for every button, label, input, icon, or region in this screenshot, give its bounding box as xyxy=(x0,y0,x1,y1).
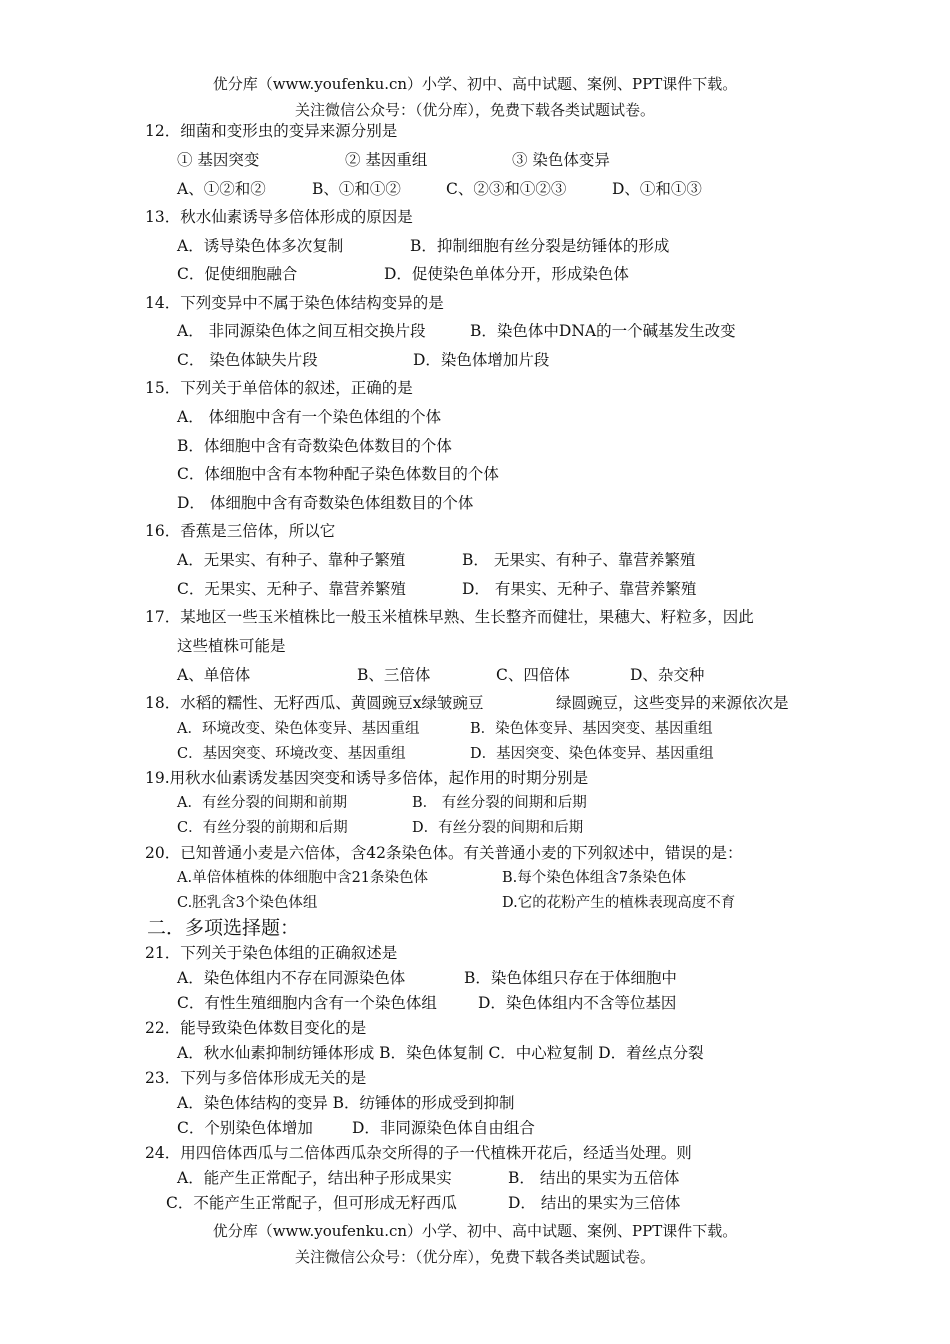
header-line-1: 优分库（www.youfenku.cn）小学、初中、高中试题、案例、PPT课件下载。 xyxy=(212,75,738,93)
question-21-option-d: D．染色体组内不含等位基因 xyxy=(478,994,677,1012)
question-24-option-b: B． 结出的果实为五倍体 xyxy=(508,1169,680,1187)
question-20-stem: 20．已知普通小麦是六倍体，含42条染色体。有关普通小麦的下列叙述中，错误的是： xyxy=(145,844,743,862)
question-16-stem: 16．香蕉是三倍体，所以它 xyxy=(145,522,336,540)
question-19-option-c: C．有丝分裂的前期和后期 xyxy=(177,820,348,836)
question-23-stem: 23．下列与多倍体形成无关的是 xyxy=(145,1069,367,1087)
question-22-stem: 22．能导致染色体数目变化的是 xyxy=(145,1019,367,1037)
question-20-option-a: A.单倍体植株的体细胞中含21条染色体 xyxy=(177,870,429,886)
question-12-stem: 12．细菌和变形虫的变异来源分别是 xyxy=(145,122,398,140)
question-15-option-b: B．体细胞中含有奇数染色体数目的个体 xyxy=(177,437,452,455)
question-19-option-b: B． 有丝分裂的间期和后期 xyxy=(412,795,587,811)
question-17-stem: 17．某地区一些玉米植株比一般玉米植株早熟、生长整齐而健壮，果穗大、籽粒多，因此 xyxy=(145,608,754,626)
question-20-option-b: B.每个染色体组含7条染色体 xyxy=(502,870,686,886)
question-12-item-1: ① 基因突变 xyxy=(177,151,260,169)
question-20-option-c: C.胚乳含3个染色体组 xyxy=(177,895,318,911)
question-15-option-c: C．体细胞中含有本物种配子染色体数目的个体 xyxy=(177,465,499,483)
question-19-stem: 19.用秋水仙素诱发基因突变和诱导多倍体，起作用的时期分别是 xyxy=(145,769,589,787)
question-18-stem-tail: 绿圆豌豆，这些变异的来源依次是 xyxy=(556,694,789,712)
question-12-item-2: ② 基因重组 xyxy=(345,151,428,169)
question-18-option-c: C．基因突变、环境改变、基因重组 xyxy=(177,746,406,762)
question-14-option-d: D．染色体增加片段 xyxy=(413,351,550,369)
question-21-option-b: B．染色体组只存在于体细胞中 xyxy=(464,969,677,987)
question-17-option-b: B、三倍体 xyxy=(357,666,431,684)
question-16-option-b: B． 无果实、有种子、靠营养繁殖 xyxy=(462,551,696,569)
question-16-option-c: C．无果实、无种子、靠营养繁殖 xyxy=(177,580,406,598)
question-16-option-a: A．无果实、有种子、靠种子繁殖 xyxy=(177,551,406,569)
question-21-stem: 21．下列关于染色体组的正确叙述是 xyxy=(145,944,398,962)
question-17-option-a: A、单倍体 xyxy=(177,666,251,684)
question-15-option-a: A． 体细胞中含有一个染色体组的个体 xyxy=(177,408,442,426)
question-22-options: A．秋水仙素抑制纺锤体形成 B．染色体复制 C．中心粒复制 D．着丝点分裂 xyxy=(177,1044,704,1062)
question-17-option-d: D、杂交种 xyxy=(630,666,705,684)
question-19-option-a: A．有丝分裂的间期和前期 xyxy=(177,795,347,811)
section-2-title: 二．多项选择题： xyxy=(147,917,300,939)
question-12-option-c: C、②③和①②③ xyxy=(446,180,567,198)
header-line-2: 关注微信公众号：（优分库），免费下载各类试题试卷。 xyxy=(294,101,655,119)
question-18-option-a: A．环境改变、染色体变异、基因重组 xyxy=(177,721,420,737)
question-24-stem: 24．用四倍体西瓜与二倍体西瓜杂交所得的子一代植株开花后，经适当处理。则 xyxy=(145,1144,692,1162)
question-21-option-c: C．有性生殖细胞内含有一个染色体组 xyxy=(177,994,437,1012)
question-23-options-ab: A．染色体结构的变异 B．纺锤体的形成受到抑制 xyxy=(177,1094,515,1112)
question-12-option-b: B、①和①② xyxy=(312,180,401,198)
question-13-option-d: D．促使染色单体分开，形成染色体 xyxy=(384,265,629,283)
question-19-option-d: D．有丝分裂的间期和后期 xyxy=(412,820,584,836)
question-14-option-a: A． 非同源染色体之间互相交换片段 xyxy=(177,322,426,340)
question-23-option-d: D．非同源染色体自由组合 xyxy=(352,1119,535,1137)
question-13-stem: 13．秋水仙素诱导多倍体形成的原因是 xyxy=(145,208,413,226)
question-12-option-d: D、①和①③ xyxy=(612,180,702,198)
question-21-option-a: A．染色体组内不存在同源染色体 xyxy=(177,969,406,987)
question-23-option-c: C．个别染色体增加 xyxy=(177,1119,313,1137)
footer-line-1: 优分库（www.youfenku.cn）小学、初中、高中试题、案例、PPT课件下载。 xyxy=(212,1222,738,1240)
question-18-option-d: D．基因突变、染色体变异、基因重组 xyxy=(470,746,714,762)
question-13-option-a: A．诱导染色体多次复制 xyxy=(177,237,344,255)
question-17-stem-continued: 这些植株可能是 xyxy=(177,637,286,655)
question-14-option-b: B．染色体中DNA的一个碱基发生改变 xyxy=(470,322,736,340)
question-16-option-d: D． 有果实、无种子、靠营养繁殖 xyxy=(462,580,697,598)
question-24-option-c: C．不能产生正常配子，但可形成无籽西瓜 xyxy=(166,1194,457,1212)
question-15-stem: 15．下列关于单倍体的叙述，正确的是 xyxy=(145,379,413,397)
question-18-option-b: B．染色体变异、基因突变、基因重组 xyxy=(470,721,713,737)
question-18-stem: 18．水稻的糯性、无籽西瓜、黄圆豌豆ⅹ绿皱豌豆 xyxy=(145,694,484,712)
question-20-option-d: D.它的花粉产生的植株表现高度不育 xyxy=(502,895,736,911)
question-15-option-d: D． 体细胞中含有奇数染色体组数目的个体 xyxy=(177,494,474,512)
question-24-option-a: A．能产生正常配子，结出种子形成果实 xyxy=(177,1169,452,1187)
footer-line-2: 关注微信公众号：（优分库），免费下载各类试题试卷。 xyxy=(294,1248,655,1266)
question-24-option-d: D． 结出的果实为三倍体 xyxy=(508,1194,681,1212)
question-17-option-c: C、四倍体 xyxy=(496,666,570,684)
question-13-option-b: B．抑制细胞有丝分裂是纺锤体的形成 xyxy=(410,237,670,255)
question-12-option-a: A、①②和② xyxy=(177,180,266,198)
question-14-stem: 14．下列变异中不属于染色体结构变异的是 xyxy=(145,294,444,312)
question-14-option-c: C． 染色体缺失片段 xyxy=(177,351,318,369)
question-13-option-c: C．促使细胞融合 xyxy=(177,265,298,283)
question-12-item-3: ③ 染色体变异 xyxy=(512,151,610,169)
